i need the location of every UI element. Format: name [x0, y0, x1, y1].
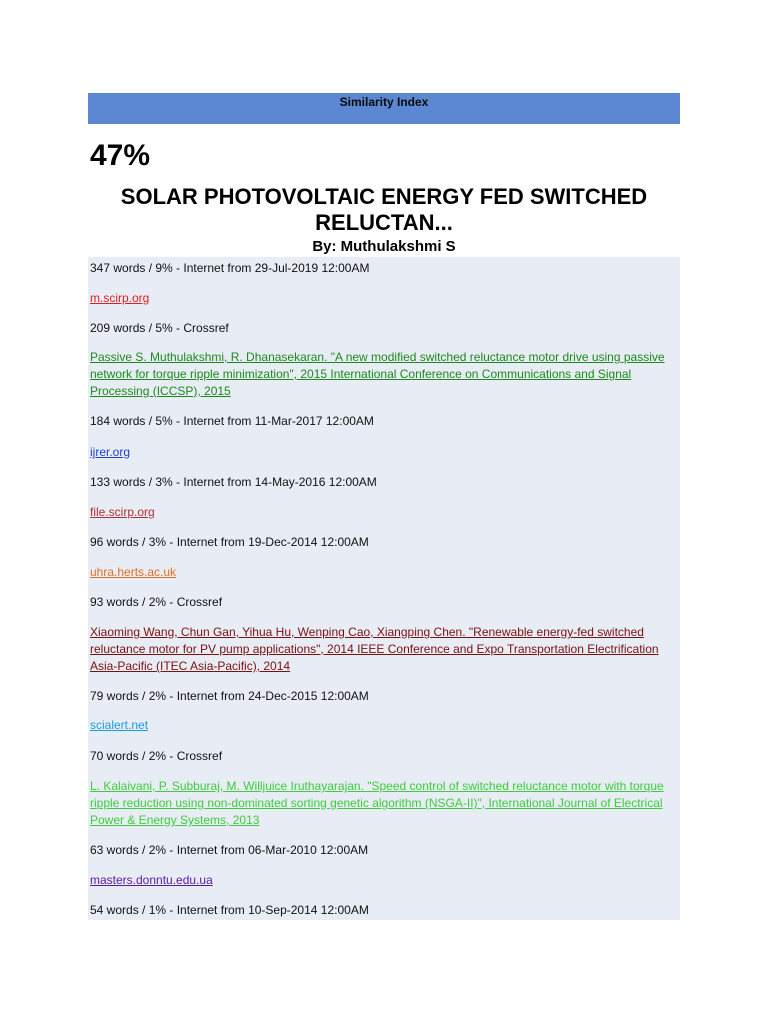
source-meta: 93 words / 2% - Crossref — [90, 595, 223, 609]
source-meta: 347 words / 9% - Internet from 29-Jul-2019 12:00AM — [90, 261, 370, 275]
source-link[interactable]: L. Kalaivani, P. Subburaj, M. Willjuice Iruthayarajan. "Speed control of switched reluctance motor with torque ripple reduction using non-dominated sorting genetic algorithm (NSGA-II)", International Journal of Electrical Power & Energy Systems, 2013 — [90, 779, 664, 827]
source-meta: 79 words / 2% - Internet from 24-Dec-2015 12:00AM — [90, 689, 369, 703]
source-link[interactable]: masters.donntu.edu.ua — [90, 873, 213, 887]
source-meta: 184 words / 5% - Internet from 11-Mar-2017 12:00AM — [90, 414, 374, 428]
document-title: SOLAR PHOTOVOLTAIC ENERGY FED SWITCHED RELUCTAN... — [120, 184, 648, 235]
source-meta: 133 words / 3% - Internet from 14-May-2016 12:00AM — [90, 475, 377, 489]
document-author: By: Muthulakshmi S — [312, 238, 456, 255]
source-link[interactable]: file.scirp.org — [90, 505, 155, 519]
similarity-index-header — [88, 93, 680, 124]
source-link[interactable]: uhra.herts.ac.uk — [90, 565, 177, 579]
source-link[interactable]: Xiaoming Wang, Chun Gan, Yihua Hu, Wenping Cao, Xiangping Chen. "Renewable energy-fed switched reluctance motor for PV pump applications", 2014 IEEE Conference and Expo Transportation Electrification Asia-Pacific (ITEC Asia-Pacific), 2014 — [90, 625, 659, 673]
source-meta: 70 words / 2% - Crossref — [90, 749, 223, 763]
source-link[interactable]: Passive S. Muthulakshmi, R. Dhanasekaran. "A new modified switched reluctance motor drive using passive network for torque ripple minimization", 2015 International Conference on Communications and Signal Processing (ICCSP), 2015 — [90, 350, 665, 398]
source-meta: 63 words / 2% - Internet from 06-Mar-2010 12:00AM — [90, 843, 369, 857]
similarity-index-label: Similarity Index — [339, 95, 429, 109]
source-link[interactable]: scialert.net — [90, 718, 149, 732]
source-meta: 209 words / 5% - Crossref — [90, 321, 229, 335]
source-meta: 96 words / 3% - Internet from 19-Dec-2014 12:00AM — [90, 535, 369, 549]
similarity-percent: 47% — [90, 139, 151, 172]
source-link[interactable]: m.scirp.org — [90, 291, 150, 305]
source-meta: 54 words / 1% - Internet from 10-Sep-2014 12:00AM — [90, 903, 369, 917]
source-link[interactable]: ijrer.org — [90, 445, 131, 459]
